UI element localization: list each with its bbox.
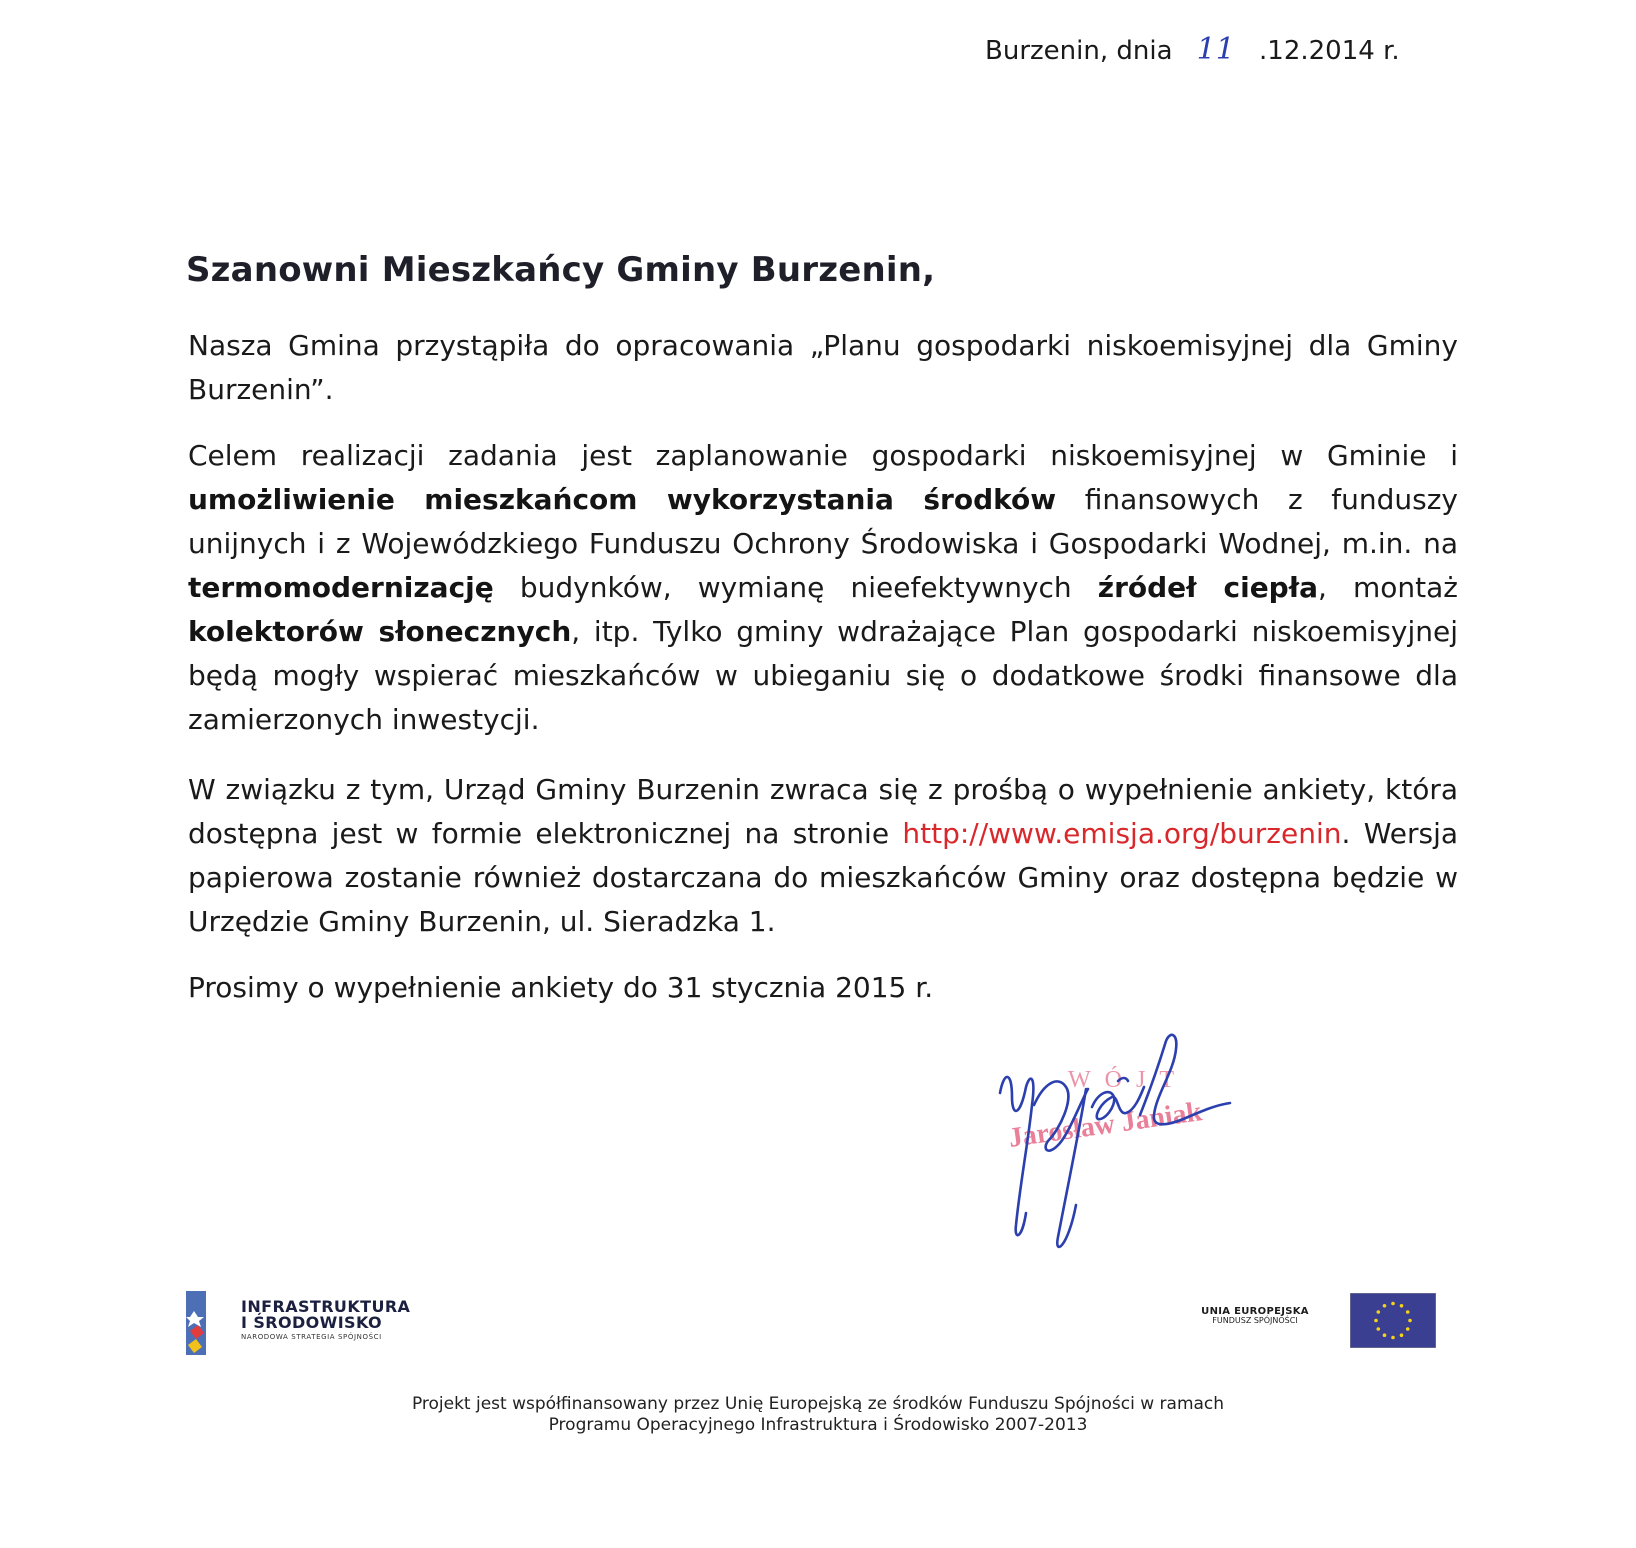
date-day-handwritten: 11: [1196, 32, 1235, 67]
p2-bold-4: kolektorów słonecznych: [188, 615, 572, 648]
footer-note: [300, 1394, 1336, 1436]
official-stamp: [1007, 1066, 1205, 1154]
eu-star-icon: [1408, 1319, 1412, 1323]
eu-flag-icon: [1350, 1293, 1436, 1348]
stamp-name: Jarosław Janiak: [1006, 1096, 1204, 1154]
footer-line1: Projekt jest współfinansowany przez Unię Europejską ze środków Funduszu Spójności w ramach: [411, 1394, 1225, 1414]
logo-left-line1: INFRASTRUKTURA: [241, 1297, 411, 1316]
eu-line2: FUNDUSZ SPÓJNOŚCI: [1212, 1316, 1298, 1325]
eu-star-icon: [1400, 1304, 1404, 1308]
p3-text-2: . Wersja papierowa zostanie również dostarczana do mieszkańców Gminy oraz dostępna będzie w Urzędzie Gminy Burzenin, ul. Sieradzka 1.: [188, 817, 1458, 938]
p2-bold-3: źródeł ciepła: [1097, 571, 1319, 604]
eu-star-icon: [1383, 1333, 1387, 1337]
footer-line2: Programu Operacyjnego Infrastruktura i Środowisko 2007-2013: [548, 1415, 1088, 1435]
p2-text-3: budynków, wymianę nieefektywnych: [519, 571, 1072, 604]
p2-text-4: , montaż: [1318, 571, 1459, 604]
p2-text-5: , itp. Tylko gminy wdrażające Plan gospodarki niskoemisyjnej będą mogły wspierać mieszkańców w ubieganiu się o dodatkowe środki finansowe dla zamierzonych inwestycji.: [188, 615, 1458, 736]
survey-link[interactable]: http://www.emisja.org/burzenin: [902, 817, 1342, 850]
stamp-title: WÓJT: [1068, 1067, 1188, 1093]
eu-star-icon: [1400, 1333, 1404, 1337]
paragraph-1: Nasza Gmina przystąpiła do opracowania „Planu gospodarki niskoemisyjnej dla Gminy Burzenin”.: [188, 329, 1458, 406]
eu-star-icon: [1406, 1310, 1410, 1314]
logo-left-text: [241, 1299, 410, 1341]
p3-text-1: W związku z tym, Urząd Gminy Burzenin zwraca się z prośbą o wypełnienie ankiety, która dostępna jest w formie elektronicznej na stronie: [188, 773, 1458, 850]
p2-text-1: Celem realizacji zadania jest zaplanowanie gospodarki niskoemisyjnej w Gminie i: [188, 439, 1458, 472]
date-prefix: Burzenin, dnia: [985, 36, 1173, 66]
eu-star-icon: [1391, 1336, 1395, 1340]
p2-bold-1: umożliwienie mieszkańcom wykorzystania środków: [188, 483, 1057, 516]
paragraph-4: Prosimy o wypełnienie ankiety do 31 stycznia 2015 r.: [188, 971, 934, 1004]
eu-logo-text: [1170, 1306, 1340, 1326]
p2-bold-2: termomodernizację: [188, 571, 494, 604]
logo-left-line2: I ŚRODOWISKO: [241, 1313, 383, 1332]
eu-star-icon: [1376, 1327, 1380, 1331]
eu-line1: UNIA EUROPEJSKA: [1201, 1306, 1309, 1317]
letter-greeting: Szanowni Mieszkańcy Gminy Burzenin,: [186, 250, 936, 290]
eu-star-icon: [1383, 1304, 1387, 1308]
eu-star-icon: [1374, 1319, 1378, 1323]
paragraph-2: [188, 434, 1458, 742]
logo-left-line3: NARODOWA STRATEGIA SPÓJNOŚCI: [241, 1333, 382, 1341]
eu-star-icon: [1391, 1302, 1395, 1306]
eu-star-icon: [1406, 1327, 1410, 1331]
paragraph-3: [188, 768, 1458, 944]
eu-star-icon: [1376, 1310, 1380, 1314]
date-suffix: .12.2014 r.: [1259, 36, 1400, 66]
p2-text-2: finansowych z funduszy unijnych i z Wojewódzkiego Funduszu Ochrony Środowiska i Gospodarki Wodnej, m.in. na: [188, 483, 1458, 560]
signature-stamp: [990, 1025, 1250, 1270]
letter-date: [985, 32, 1400, 67]
